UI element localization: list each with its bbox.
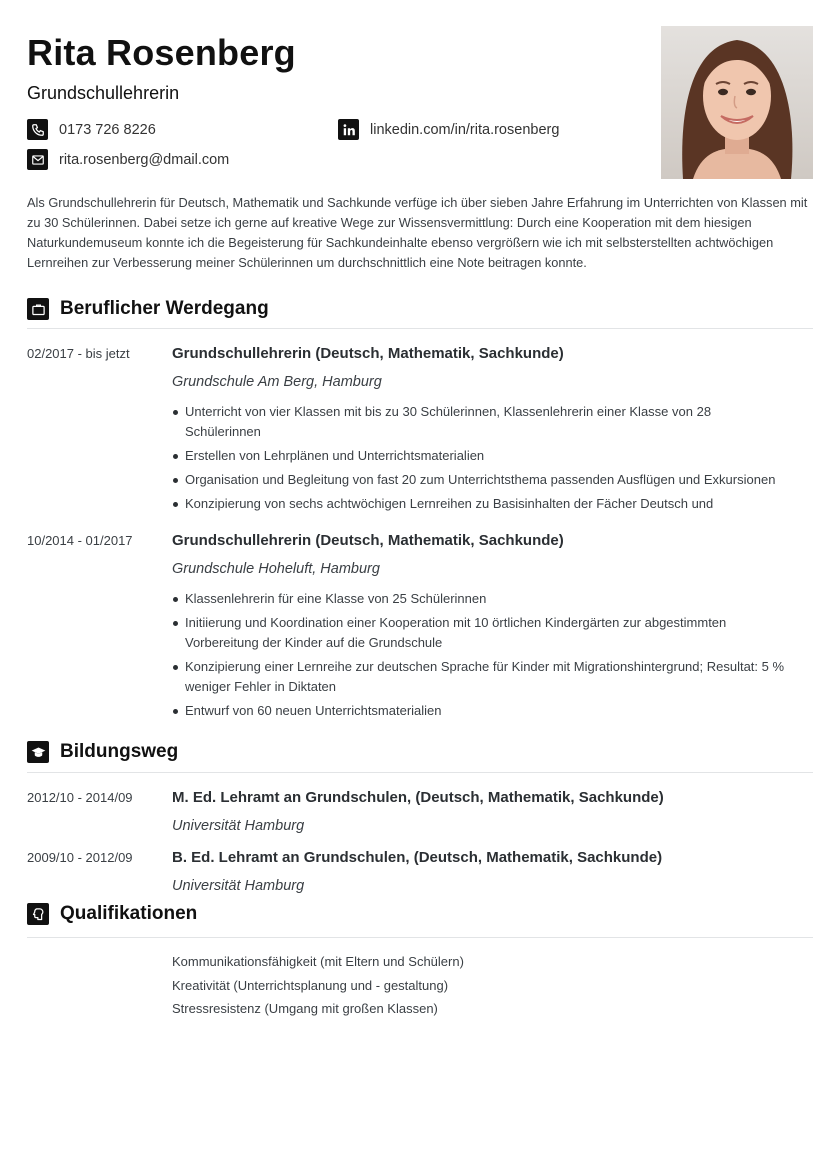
- candidate-title: Grundschullehrerin: [27, 83, 180, 103]
- candidate-name: Rita Rosenberg: [27, 32, 296, 73]
- experience-bullets: [172, 402, 787, 518]
- section-divider: [27, 328, 813, 329]
- section-experience-header: [27, 298, 269, 320]
- section-qualifications-title: Qualifikationen: [60, 903, 198, 924]
- contact-linkedin: [338, 119, 559, 140]
- list-item: Entwurf von 60 neuen Unterrichtsmaterialien: [172, 701, 787, 721]
- list-item: Initiierung und Koordination einer Kooperation mit 10 örtlichen Kindergärten zur abgestimmten Vorbereitung der Kinder auf die Grundschule: [172, 613, 787, 653]
- section-divider: [27, 772, 813, 773]
- experience-date: 10/2014 - 01/2017: [27, 533, 133, 548]
- graduation-cap-icon: [27, 741, 49, 763]
- qualifications-list: [172, 950, 464, 1021]
- list-item: Kommunikationsfähigkeit (mit Eltern und Schülern): [172, 954, 464, 969]
- phone-number: 0173 726 8226: [59, 121, 156, 138]
- experience-employer: Grundschule Am Berg, Hamburg: [172, 374, 382, 390]
- education-date: 2009/10 - 2012/09: [27, 850, 133, 865]
- education-institution: Universität Hamburg: [172, 818, 305, 834]
- brain-icon: [27, 903, 49, 925]
- list-item: Stressresistenz (Umgang mit großen Klassen): [172, 1001, 438, 1016]
- contact-email: [27, 149, 229, 170]
- list-item: Organisation und Begleitung von fast 20 zum Unterrichtsthema passenden Ausflügen und Exkursionen: [172, 470, 787, 490]
- education-date: 2012/10 - 2014/09: [27, 790, 133, 805]
- section-qualifications-header: [27, 903, 197, 925]
- experience-title: Grundschullehrerin (Deutsch, Mathematik, Sachkunde): [172, 532, 564, 549]
- profile-photo: [661, 26, 813, 179]
- experience-employer: Grundschule Hoheluft, Hamburg: [172, 561, 380, 577]
- linkedin-url: linkedin.com/in/rita.rosenberg: [370, 121, 560, 138]
- email-icon: [27, 149, 48, 170]
- list-item: Kreativität (Unterrichtsplanung und - gestaltung): [172, 977, 449, 993]
- linkedin-icon: [338, 119, 359, 140]
- experience-title: Grundschullehrerin (Deutsch, Mathematik, Sachkunde): [172, 345, 564, 362]
- list-item: Konzipierung von sechs achtwöchigen Lernreihen zu Basisinhalten der Fächer Deutsch und: [172, 494, 787, 514]
- education-institution: Universität Hamburg: [172, 878, 305, 894]
- experience-bullets: [172, 589, 787, 725]
- phone-icon: [27, 119, 48, 140]
- section-education-header: [27, 741, 178, 763]
- email-address: rita.rosenberg@dmail.com: [59, 151, 230, 168]
- contact-phone: [27, 119, 156, 140]
- education-degree: B. Ed. Lehramt an Grundschulen, (Deutsch, Mathematik, Sachkunde): [172, 849, 663, 866]
- list-item: Klassenlehrerin für eine Klasse von 25 Schülerinnen: [172, 589, 787, 609]
- section-education-title: Bildungsweg: [60, 741, 179, 762]
- list-item: Konzipierung einer Lernreihe zur deutschen Sprache für Kinder mit Migrationshintergrund; Resultat: 5 % weniger Fehler in Diktaten: [172, 657, 787, 697]
- briefcase-icon: [27, 298, 49, 320]
- section-experience-title: Beruflicher Werdegang: [60, 298, 269, 319]
- profile-summary: Als Grundschullehrerin für Deutsch, Mathematik und Sachkunde verfüge ich über sieben Jahre Erfahrung im Unterrichten von Klassen mit zu 30 Schülerinnen. Dabei setze ich gerne auf kreative Wege zur Wissensvermittlung: Durch eine Kooperation mit dem hiesigen Naturkundemuseum konnte ich die Begeisterung für Sachkundeinhalte ebenso vergrößern wie ich mit selbsterstellten achtwöchigen Lernreihen zur Verbesserung meiner Schülerinnen um durchschnittlich eine Note beitragen konnte.: [27, 195, 808, 270]
- section-divider: [27, 937, 813, 938]
- experience-date: 02/2017 - bis jetzt: [27, 346, 130, 361]
- list-item: Erstellen von Lehrplänen und Unterrichtsmaterialien: [172, 446, 787, 466]
- list-item: Unterricht von vier Klassen mit bis zu 30 Schülerinnen, Klassenlehrerin einer Klasse von 28 Schülerinnen: [172, 402, 787, 442]
- education-degree: M. Ed. Lehramt an Grundschulen, (Deutsch, Mathematik, Sachkunde): [172, 789, 664, 806]
